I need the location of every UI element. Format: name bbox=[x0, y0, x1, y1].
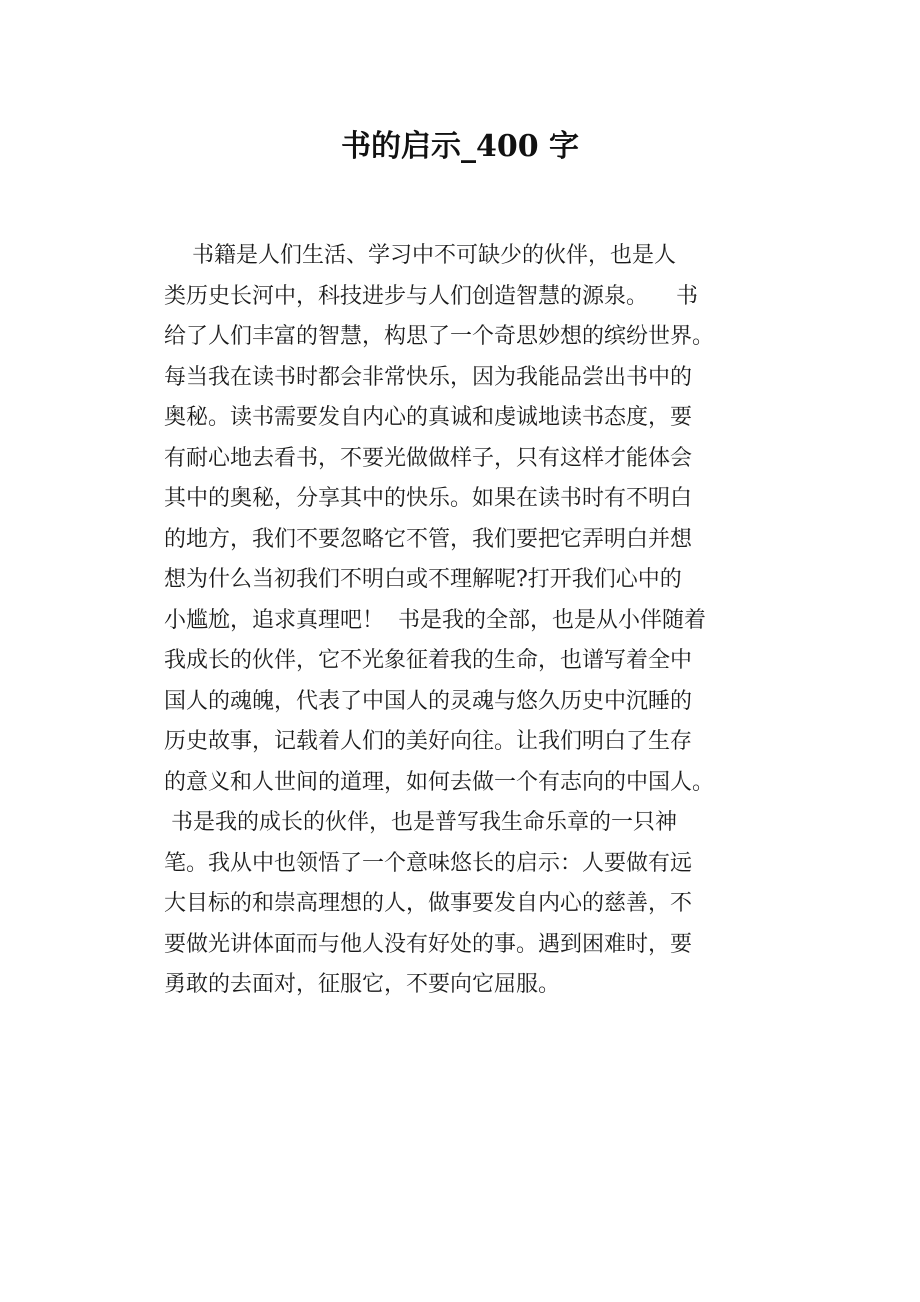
body-line: 其中的奥秘，分享其中的快乐。如果在读书时有不明白 bbox=[164, 486, 693, 511]
body-line: 的意义和人世间的道理，如何去做一个有志向的中国人。 bbox=[164, 769, 715, 795]
body-line: 大目标的和崇高理想的人，做事要发自内心的慈善，不 bbox=[164, 891, 693, 916]
body-line: 要做光讲体面而与他人没有好处的事。遇到困难时，要 bbox=[164, 931, 693, 957]
body-line: 的地方，我们不要忽略它不管，我们要把它弄明白并想 bbox=[164, 526, 693, 552]
body-line: 类历史长河中，科技进步与人们创造智慧的源泉。 书 bbox=[164, 283, 698, 309]
body-line: 想为什么当初我们不明白或不理解呢?打开我们心中的 bbox=[164, 567, 682, 592]
body-line: 书籍是人们生活、学习中不可缺少的伙伴，也是人 bbox=[164, 243, 676, 268]
body-line: 国人的魂魄，代表了中国人的灵魂与悠久历史中沉睡的 bbox=[164, 688, 693, 714]
document-title: 书的启示_400 字 bbox=[340, 129, 580, 164]
body-line: 奥秘。读书需要发自内心的真诚和虔诚地读书态度，要 bbox=[164, 405, 693, 430]
document-body bbox=[164, 236, 764, 1006]
body-line: 有耐心地去看书，不要光做做样子，只有这样才能体会 bbox=[164, 445, 693, 471]
body-line: 书是我的成长的伙伴，也是普写我生命乐章的一只神 bbox=[164, 810, 677, 835]
body-line: 每当我在读书时都会非常快乐，因为我能品尝出书中的 bbox=[164, 364, 693, 390]
body-line: 小尴尬，追求真理吧！ 书是我的全部，也是从小伴随着 bbox=[164, 607, 706, 633]
body-line: 给了人们丰富的智慧，构思了一个奇思妙想的缤纷世界。 bbox=[164, 324, 715, 349]
body-line: 我成长的伙伴，它不光象征着我的生命，也谱写着全中 bbox=[164, 648, 693, 673]
body-line: 笔。我从中也领悟了一个意味悠长的启示：人要做有远 bbox=[164, 850, 693, 876]
body-line: 勇敢的去面对，征服它，不要向它屈服。 bbox=[164, 972, 561, 997]
body-line: 历史故事，记载着人们的美好向往。让我们明白了生存 bbox=[164, 729, 693, 754]
